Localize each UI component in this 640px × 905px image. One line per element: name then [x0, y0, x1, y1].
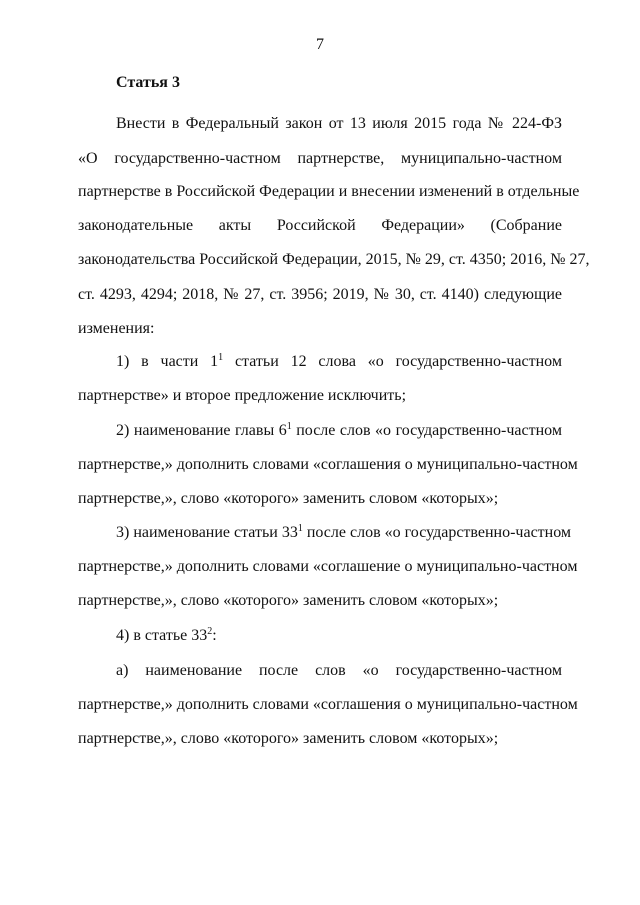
text-line: партнерстве в Российской Федерации и внесении изменений в отдельные: [78, 183, 580, 200]
text-line: партнерстве,», слово «которого» заменить словом «которых»;: [78, 490, 499, 507]
text-line: изменения:: [78, 320, 155, 337]
list-item-4: 4) в статье $33^2$:: [116, 626, 217, 644]
list-item-1: 1) в части $1^1$ статьи 12 слова «о государственно-частном: [116, 352, 563, 370]
text-line: партнерстве,» дополнить словами «соглашения о муниципально-частном: [78, 456, 578, 473]
text-line: законодательные акты Российской Федерации» (Собрание: [78, 217, 562, 234]
list-item-2: 2) наименование главы $6^1$ после слов «о государственно-частном: [116, 421, 563, 439]
text-line: партнерстве,» дополнить словами «соглашение о муниципально-частном: [78, 558, 578, 575]
list-item-4a: а) наименование после слов «о государственно-частном: [116, 662, 562, 679]
page-number: 7: [316, 36, 324, 53]
article-heading: Статья 3: [116, 74, 180, 91]
text-line: законодательства Российской Федерации, 2015, № 29, ст. 4350; 2016, № 27,: [78, 251, 590, 268]
text-line: партнерстве,», слово «которого» заменить словом «которых»;: [78, 592, 499, 609]
text-line: «О государственно-частном партнерстве, муниципально-частном: [78, 150, 562, 167]
text-line: партнерстве,», слово «которого» заменить словом «которых»;: [78, 730, 499, 747]
text-line: Внести в Федеральный закон от 13 июля 2015 года № 224-ФЗ: [116, 115, 562, 132]
list-item-3: 3) наименование статьи $33^1$ после слов «о государственно-частном: [116, 523, 572, 541]
text-line: партнерстве,» дополнить словами «соглашения о муниципально-частном: [78, 696, 578, 713]
text-line: партнерстве» и второе предложение исключить;: [78, 387, 407, 404]
text-line: ст. 4293, 4294; 2018, № 27, ст. 3956; 2019, № 30, ст. 4140) следующие: [78, 286, 562, 303]
